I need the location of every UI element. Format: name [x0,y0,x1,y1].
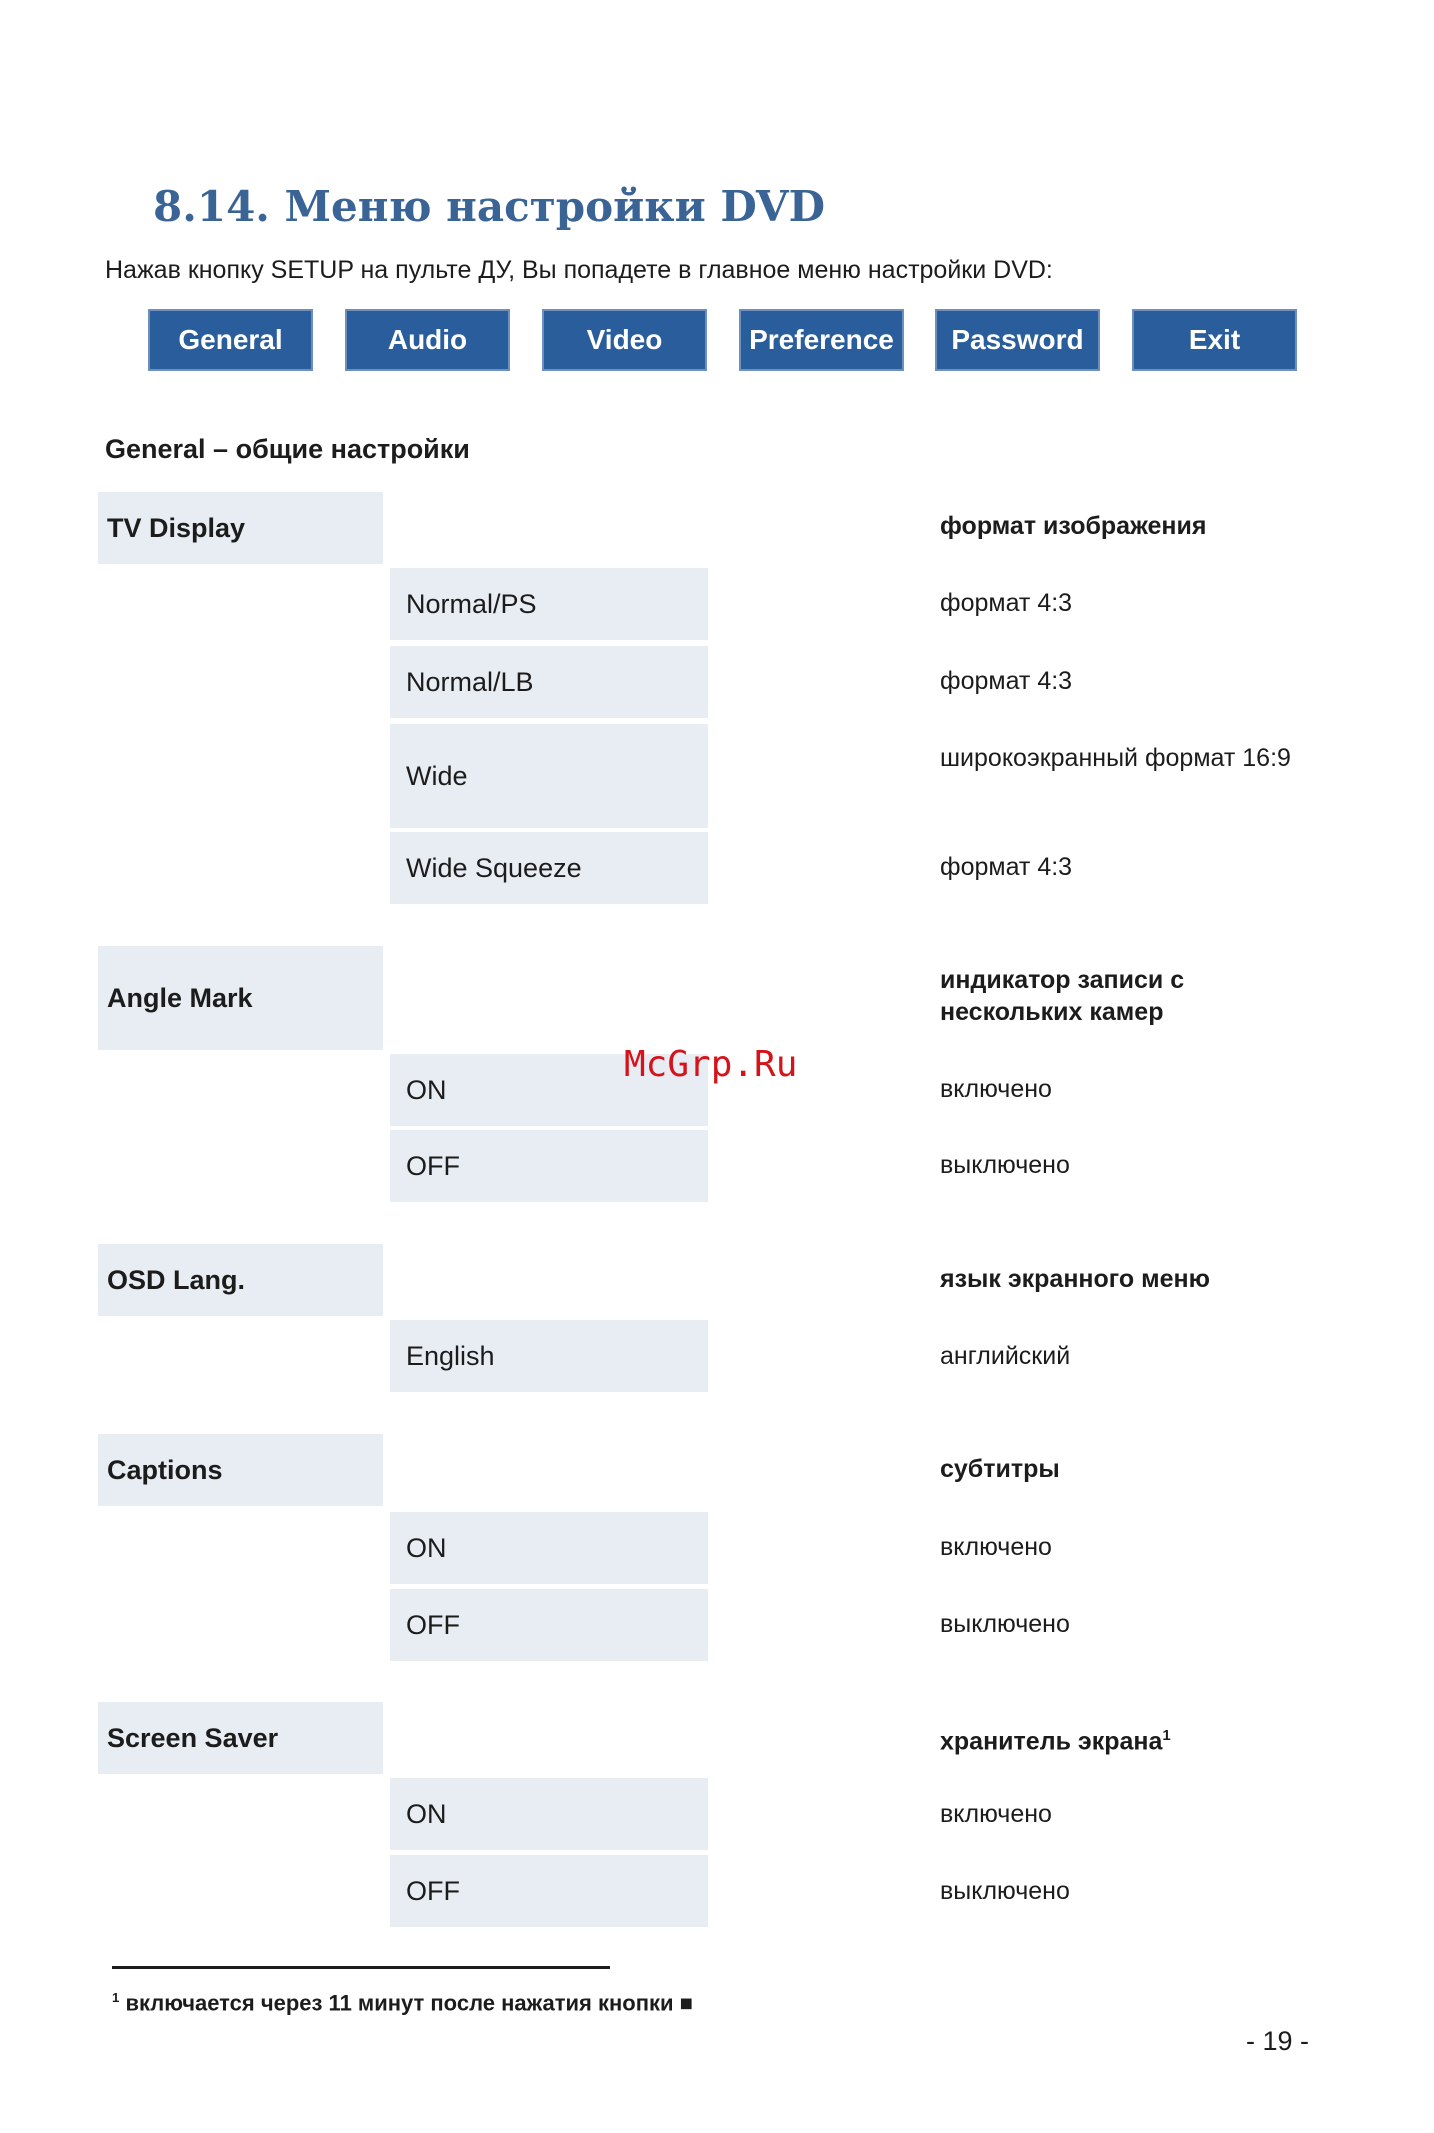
category-osd-lang: OSD Lang. [98,1244,383,1316]
footnote-divider [112,1966,610,1969]
option-off: OFF [390,1130,708,1202]
category-captions: Captions [98,1434,383,1506]
category-tv-display: TV Display [98,492,383,564]
category-angle-mark: Angle Mark [98,946,383,1050]
option-on: ON [390,1778,708,1850]
section-title: General – общие настройки [105,434,470,464]
option-description: английский [940,1342,1071,1370]
footnote-mark: 1 [112,1990,120,2005]
category-screen-saver: Screen Saver [98,1702,383,1774]
option-description: выключено [940,1610,1070,1638]
option-description: включено [940,1800,1052,1828]
footnote: $^1$ включается через 11 минут после нажатия кнопки ■ [112,1990,693,2016]
option-description: выключено [940,1877,1070,1905]
option-wide-squeeze: Wide Squeeze [390,832,708,904]
option-description: выключено [940,1151,1070,1179]
option-off: OFF [390,1855,708,1927]
option-description: формат 4:3 [940,589,1073,617]
tab-general[interactable]: General [148,309,313,371]
category-description: индикатор записи с нескольких камер [940,966,1185,1026]
category-description: формат изображения [940,512,1207,540]
page-number: - 19 - [1246,2026,1310,2056]
option-on: ON [390,1512,708,1584]
tab-audio[interactable]: Audio [345,309,510,371]
option-description: формат 4:3 [940,853,1073,881]
watermark: McGrp.Ru [624,1044,798,1085]
intro-text: Нажав кнопку SETUP на пульте ДУ, Вы попадете в главное меню настройки DVD: [105,256,1053,284]
tab-preference[interactable]: Preference [739,309,904,371]
option-description: широкоэкранный формат 16:9 [940,744,1291,772]
category-description: язык экранного меню [940,1265,1210,1293]
tab-video[interactable]: Video [542,309,707,371]
option-on: ON [390,1054,708,1126]
option-description: включено [940,1533,1052,1561]
option-wide: Wide [390,724,708,828]
option-description: включено [940,1075,1052,1103]
tab-password[interactable]: Password [935,309,1100,371]
option-off: OFF [390,1589,708,1661]
category-description: субтитры [940,1455,1060,1483]
option-description: формат 4:3 [940,667,1073,695]
footnote-ref: 1 [1162,1727,1171,1744]
page-heading: 8.14. Меню настройки DVD [153,182,826,231]
option-english: English [390,1320,708,1392]
option-normal-ps: Normal/PS [390,568,708,640]
tab-exit[interactable]: Exit [1132,309,1297,371]
category-description: хранитель экрана$^1$ [940,1727,1171,1756]
option-normal-lb: Normal/LB [390,646,708,718]
